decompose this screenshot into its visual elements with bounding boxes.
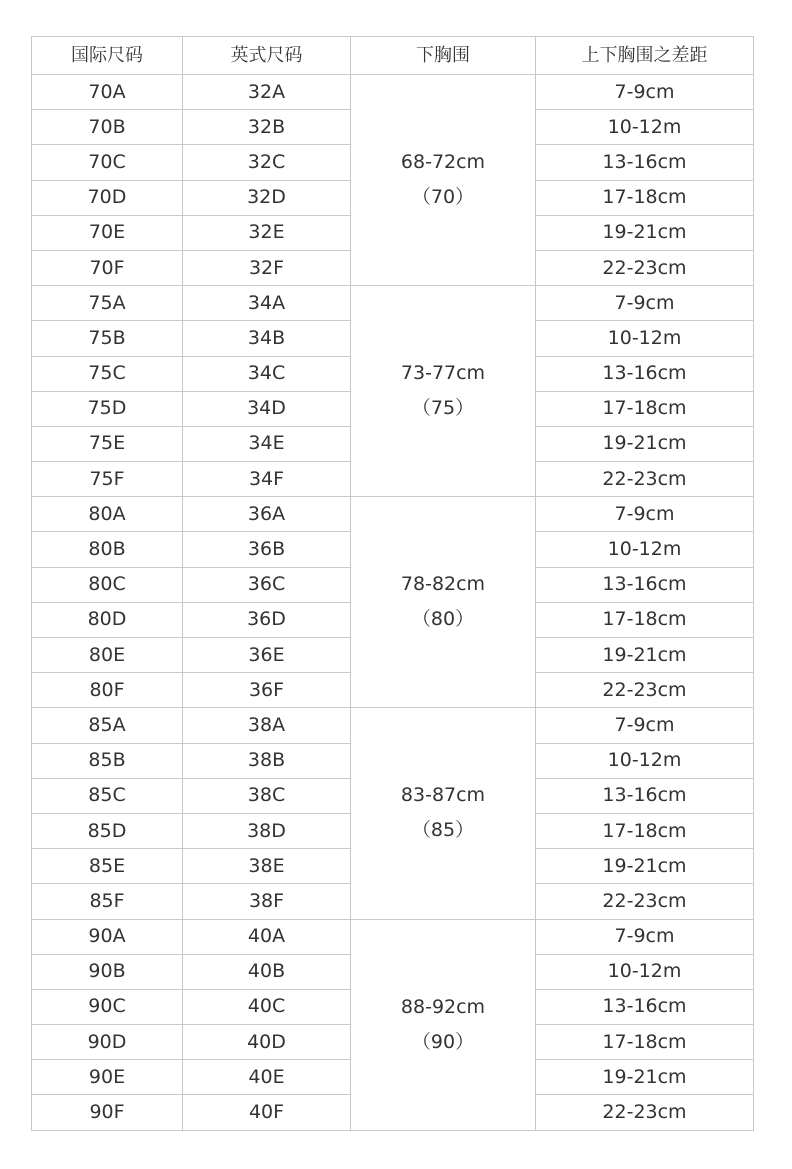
intl-size-cell: 75F bbox=[32, 462, 183, 497]
table-row bbox=[32, 919, 754, 954]
underbust-cell bbox=[351, 497, 536, 708]
intl-size-cell: 70C bbox=[32, 145, 183, 180]
uk-size-cell: 38D bbox=[183, 813, 351, 848]
uk-size-cell: 40E bbox=[183, 1060, 351, 1095]
bust-difference-cell: 19-21cm bbox=[536, 638, 754, 673]
bust-difference-cell: 17-18cm bbox=[536, 1025, 754, 1060]
bust-difference-cell: 13-16cm bbox=[536, 356, 754, 391]
bust-difference-cell: 22-23cm bbox=[536, 250, 754, 285]
bust-difference-cell: 7-9cm bbox=[536, 919, 754, 954]
intl-size-cell: 70D bbox=[32, 180, 183, 215]
intl-size-cell: 85F bbox=[32, 884, 183, 919]
intl-size-cell: 90F bbox=[32, 1095, 183, 1130]
underbust-nominal: （90） bbox=[411, 1030, 475, 1053]
table-row bbox=[32, 286, 754, 321]
uk-size-cell: 34E bbox=[183, 426, 351, 461]
intl-size-cell: 75E bbox=[32, 426, 183, 461]
uk-size-cell: 34B bbox=[183, 321, 351, 356]
intl-size-cell: 85C bbox=[32, 778, 183, 813]
uk-size-cell: 40D bbox=[183, 1025, 351, 1060]
header-row bbox=[32, 37, 754, 75]
uk-size-cell: 38E bbox=[183, 849, 351, 884]
bust-difference-cell: 10-12m bbox=[536, 532, 754, 567]
intl-size-cell: 90C bbox=[32, 989, 183, 1024]
uk-size-cell: 36D bbox=[183, 602, 351, 637]
bust-difference-cell: 10-12m bbox=[536, 321, 754, 356]
bust-difference-cell: 17-18cm bbox=[536, 602, 754, 637]
bust-difference-cell: 10-12m bbox=[536, 110, 754, 145]
underbust-cell bbox=[351, 286, 536, 497]
underbust-nominal: （85） bbox=[411, 819, 475, 842]
bust-difference-cell: 19-21cm bbox=[536, 1060, 754, 1095]
underbust-cell bbox=[351, 75, 536, 286]
intl-size-cell: 80A bbox=[32, 497, 183, 532]
intl-size-cell: 90E bbox=[32, 1060, 183, 1095]
bust-difference-cell: 13-16cm bbox=[536, 145, 754, 180]
intl-size-cell: 85A bbox=[32, 708, 183, 743]
uk-size-cell: 36F bbox=[183, 673, 351, 708]
uk-size-cell: 36A bbox=[183, 497, 351, 532]
uk-size-cell: 36B bbox=[183, 532, 351, 567]
bust-difference-cell: 7-9cm bbox=[536, 497, 754, 532]
header-underbust: 下胸围 bbox=[351, 37, 536, 75]
table-row bbox=[32, 708, 754, 743]
bust-difference-cell: 19-21cm bbox=[536, 215, 754, 250]
intl-size-cell: 90B bbox=[32, 954, 183, 989]
uk-size-cell: 40B bbox=[183, 954, 351, 989]
uk-size-cell: 32D bbox=[183, 180, 351, 215]
intl-size-cell: 75A bbox=[32, 286, 183, 321]
bust-difference-cell: 7-9cm bbox=[536, 708, 754, 743]
uk-size-cell: 34F bbox=[183, 462, 351, 497]
underbust-cell bbox=[351, 708, 536, 919]
intl-size-cell: 85D bbox=[32, 813, 183, 848]
underbust-range: 68-72cm bbox=[400, 151, 486, 174]
bust-difference-cell: 22-23cm bbox=[536, 673, 754, 708]
uk-size-cell: 32A bbox=[183, 75, 351, 110]
uk-size-cell: 40F bbox=[183, 1095, 351, 1130]
intl-size-cell: 80D bbox=[32, 602, 183, 637]
uk-size-cell: 34C bbox=[183, 356, 351, 391]
table-header bbox=[32, 37, 754, 75]
header-intl-size: 国际尺码 bbox=[32, 37, 183, 75]
bust-difference-cell: 17-18cm bbox=[536, 391, 754, 426]
intl-size-cell: 80E bbox=[32, 638, 183, 673]
underbust-range: 78-82cm bbox=[400, 573, 486, 596]
bust-difference-cell: 19-21cm bbox=[536, 426, 754, 461]
intl-size-cell: 80B bbox=[32, 532, 183, 567]
uk-size-cell: 36C bbox=[183, 567, 351, 602]
underbust-range: 73-77cm bbox=[400, 362, 486, 385]
bust-difference-cell: 22-23cm bbox=[536, 462, 754, 497]
uk-size-cell: 38F bbox=[183, 884, 351, 919]
bust-difference-cell: 13-16cm bbox=[536, 778, 754, 813]
uk-size-cell: 40C bbox=[183, 989, 351, 1024]
bust-difference-cell: 17-18cm bbox=[536, 813, 754, 848]
bust-difference-cell: 19-21cm bbox=[536, 849, 754, 884]
bust-difference-cell: 13-16cm bbox=[536, 567, 754, 602]
size-chart-table bbox=[31, 36, 754, 1131]
underbust-cell bbox=[351, 919, 536, 1130]
intl-size-cell: 75D bbox=[32, 391, 183, 426]
bust-difference-cell: 13-16cm bbox=[536, 989, 754, 1024]
underbust-nominal: （75） bbox=[411, 397, 475, 420]
header-uk-size: 英式尺码 bbox=[183, 37, 351, 75]
intl-size-cell: 70F bbox=[32, 250, 183, 285]
intl-size-cell: 80F bbox=[32, 673, 183, 708]
table-row bbox=[32, 497, 754, 532]
intl-size-cell: 85B bbox=[32, 743, 183, 778]
header-bust-difference: 上下胸围之差距 bbox=[536, 37, 754, 75]
intl-size-cell: 80C bbox=[32, 567, 183, 602]
uk-size-cell: 36E bbox=[183, 638, 351, 673]
underbust-nominal: （70） bbox=[411, 186, 475, 209]
uk-size-cell: 32C bbox=[183, 145, 351, 180]
bust-difference-cell: 22-23cm bbox=[536, 884, 754, 919]
table-row bbox=[32, 75, 754, 110]
uk-size-cell: 38A bbox=[183, 708, 351, 743]
intl-size-cell: 75C bbox=[32, 356, 183, 391]
bust-difference-cell: 7-9cm bbox=[536, 286, 754, 321]
uk-size-cell: 34D bbox=[183, 391, 351, 426]
bust-difference-cell: 17-18cm bbox=[536, 180, 754, 215]
underbust-nominal: （80） bbox=[411, 608, 475, 631]
uk-size-cell: 38C bbox=[183, 778, 351, 813]
intl-size-cell: 70A bbox=[32, 75, 183, 110]
intl-size-cell: 85E bbox=[32, 849, 183, 884]
intl-size-cell: 70B bbox=[32, 110, 183, 145]
uk-size-cell: 40A bbox=[183, 919, 351, 954]
intl-size-cell: 90D bbox=[32, 1025, 183, 1060]
uk-size-cell: 38B bbox=[183, 743, 351, 778]
bust-difference-cell: 10-12m bbox=[536, 743, 754, 778]
uk-size-cell: 34A bbox=[183, 286, 351, 321]
uk-size-cell: 32B bbox=[183, 110, 351, 145]
underbust-range: 83-87cm bbox=[400, 784, 486, 807]
bust-difference-cell: 10-12m bbox=[536, 954, 754, 989]
bust-difference-cell: 22-23cm bbox=[536, 1095, 754, 1130]
underbust-range: 88-92cm bbox=[400, 995, 486, 1018]
bust-difference-cell: 7-9cm bbox=[536, 75, 754, 110]
uk-size-cell: 32F bbox=[183, 250, 351, 285]
table-body bbox=[32, 75, 754, 1131]
uk-size-cell: 32E bbox=[183, 215, 351, 250]
intl-size-cell: 70E bbox=[32, 215, 183, 250]
intl-size-cell: 90A bbox=[32, 919, 183, 954]
intl-size-cell: 75B bbox=[32, 321, 183, 356]
